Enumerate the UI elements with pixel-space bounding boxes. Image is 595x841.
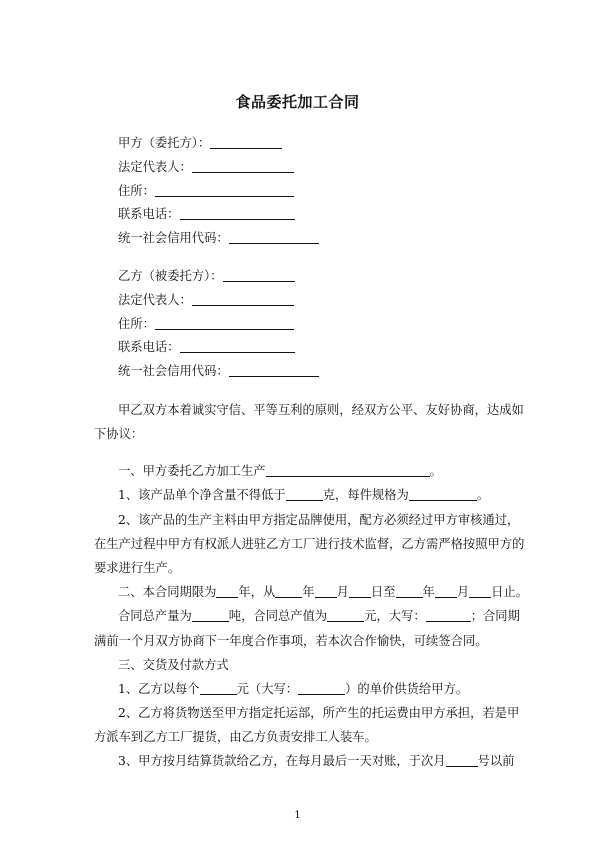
party-a-rep-blank[interactable] (192, 160, 294, 173)
clause-text: 。 (476, 488, 490, 502)
party-a-addr-line (118, 183, 294, 199)
intro-paragraph-line: 下协议： (94, 427, 144, 441)
party-b-name-label: 乙方（被委托方）： (118, 269, 223, 283)
clause-1-1 (118, 487, 489, 503)
party-b-credit-label: 统一社会信用代码： (118, 364, 229, 378)
intro-paragraph-line: 甲乙双方本着诚实守信、平等互利的原则，经双方公平、友好协商，达成如 (118, 403, 524, 417)
party-b-rep-label: 法定代表人： (118, 293, 192, 307)
party-a-name-blank[interactable] (210, 136, 282, 149)
section-2-text: 日至 (370, 585, 396, 599)
section-2-text: 月 (336, 585, 349, 599)
end-month-blank[interactable] (435, 585, 457, 598)
clause-3-2-line: 2、乙方将货物送至甲方指定托运部，所产生的托运费由甲方承担，若是甲 (118, 706, 520, 720)
clause-text: 元（大写： (236, 682, 299, 696)
party-b-phone-blank[interactable] (180, 340, 295, 353)
party-a-rep-line (118, 159, 294, 175)
party-a-credit-label: 统一社会信用代码： (118, 231, 229, 245)
party-a-rep-label: 法定代表人： (118, 160, 192, 174)
party-a-phone-blank[interactable] (180, 207, 295, 220)
unit-price-blank[interactable] (200, 682, 237, 695)
party-a-credit-blank[interactable] (229, 231, 319, 244)
party-a-name-line (118, 135, 282, 151)
clause-text: 吨，合同总产值为 (228, 609, 328, 623)
clause-3-1 (118, 681, 468, 697)
clause-text: 号以前 (477, 754, 515, 768)
clause-text: 1、该产品单个净含量不得低于 (118, 488, 286, 502)
party-b-name-blank[interactable] (223, 269, 295, 282)
party-b-addr-line (118, 316, 294, 332)
party-a-addr-label: 住所： (118, 184, 155, 198)
party-a-name-label: 甲方（委托方）： (118, 136, 211, 150)
clause-text: 元，大写： (364, 609, 426, 623)
net-weight-blank[interactable] (286, 488, 323, 501)
party-a-addr-blank[interactable] (155, 184, 294, 197)
clause-text: 1、乙方以每个 (118, 682, 200, 696)
party-b-addr-blank[interactable] (155, 317, 294, 330)
payment-day-blank[interactable] (446, 754, 478, 767)
party-b-name-line (118, 268, 295, 284)
spec-blank[interactable] (409, 488, 477, 501)
section-1-text: 一、甲方委托乙方加工生产 (118, 464, 266, 478)
clause-text: ；合同期 (470, 609, 520, 623)
party-a-credit-line (118, 230, 319, 246)
end-day-blank[interactable] (469, 585, 491, 598)
party-b-addr-label: 住所： (118, 317, 155, 331)
term-years-blank[interactable] (216, 585, 238, 598)
clause-3-2-line: 方派车到乙方工厂提货，由乙方负责安排工人装车。 (94, 730, 377, 744)
start-year-blank[interactable] (275, 585, 302, 598)
document-title: 食品委托加工合同 (235, 93, 360, 111)
party-b-credit-blank[interactable] (229, 364, 319, 377)
end-year-blank[interactable] (396, 585, 423, 598)
party-a-phone-label: 联系电话： (118, 207, 180, 221)
page-number: 1 (294, 810, 301, 821)
section-1-text: 。 (429, 464, 442, 478)
section-2-text: 年 (422, 585, 435, 599)
clause-text: 合同总产量为 (118, 609, 192, 623)
clause-1-2-line: 要求进行生产。 (94, 561, 181, 575)
party-b-credit-line (118, 363, 319, 379)
section-2-heading (118, 584, 528, 600)
clause-2-renewal: 满前一个月双方协商下一年度合作事项，若本次合作愉快，可续签合同。 (94, 634, 488, 648)
unit-price-words-blank[interactable] (298, 682, 345, 695)
party-a-phone-line (118, 206, 295, 222)
total-output-blank[interactable] (192, 609, 229, 622)
section-1-heading (118, 463, 442, 479)
total-value-words-blank[interactable] (426, 609, 471, 622)
clause-2-output (118, 608, 520, 624)
party-b-rep-blank[interactable] (192, 293, 294, 306)
start-month-blank[interactable] (315, 585, 337, 598)
start-day-blank[interactable] (349, 585, 371, 598)
section-2-text: 年，从 (238, 585, 276, 599)
clause-3-3 (118, 753, 514, 769)
section-2-text: 日止。 (491, 585, 529, 599)
clause-1-2-line: 2、该产品的生产主料由甲方指定品牌使用，配方必须经过甲方审核通过， (118, 513, 520, 527)
party-b-phone-label: 联系电话： (118, 340, 180, 354)
clause-text: 克，每件规格为 (322, 488, 409, 502)
section-2-text: 年 (302, 585, 315, 599)
section-2-text: 月 (456, 585, 470, 599)
clause-text: ）的单价供货给甲方。 (345, 682, 469, 696)
clause-1-2-line: 在生产过程中甲方有权派人进驻乙方工厂进行技术监督，乙方需严格按照甲方的 (94, 537, 525, 551)
party-b-phone-line (118, 339, 295, 355)
section-3-heading: 三、交货及付款方式 (118, 658, 229, 672)
product-name-blank[interactable] (266, 464, 430, 477)
section-2-text: 二、本合同期限为 (118, 585, 217, 599)
clause-text: 3、甲方按月结算货款给乙方，在每月最后一天对账，于次月 (118, 754, 446, 768)
total-value-blank[interactable] (327, 609, 364, 622)
party-b-rep-line (118, 292, 294, 308)
